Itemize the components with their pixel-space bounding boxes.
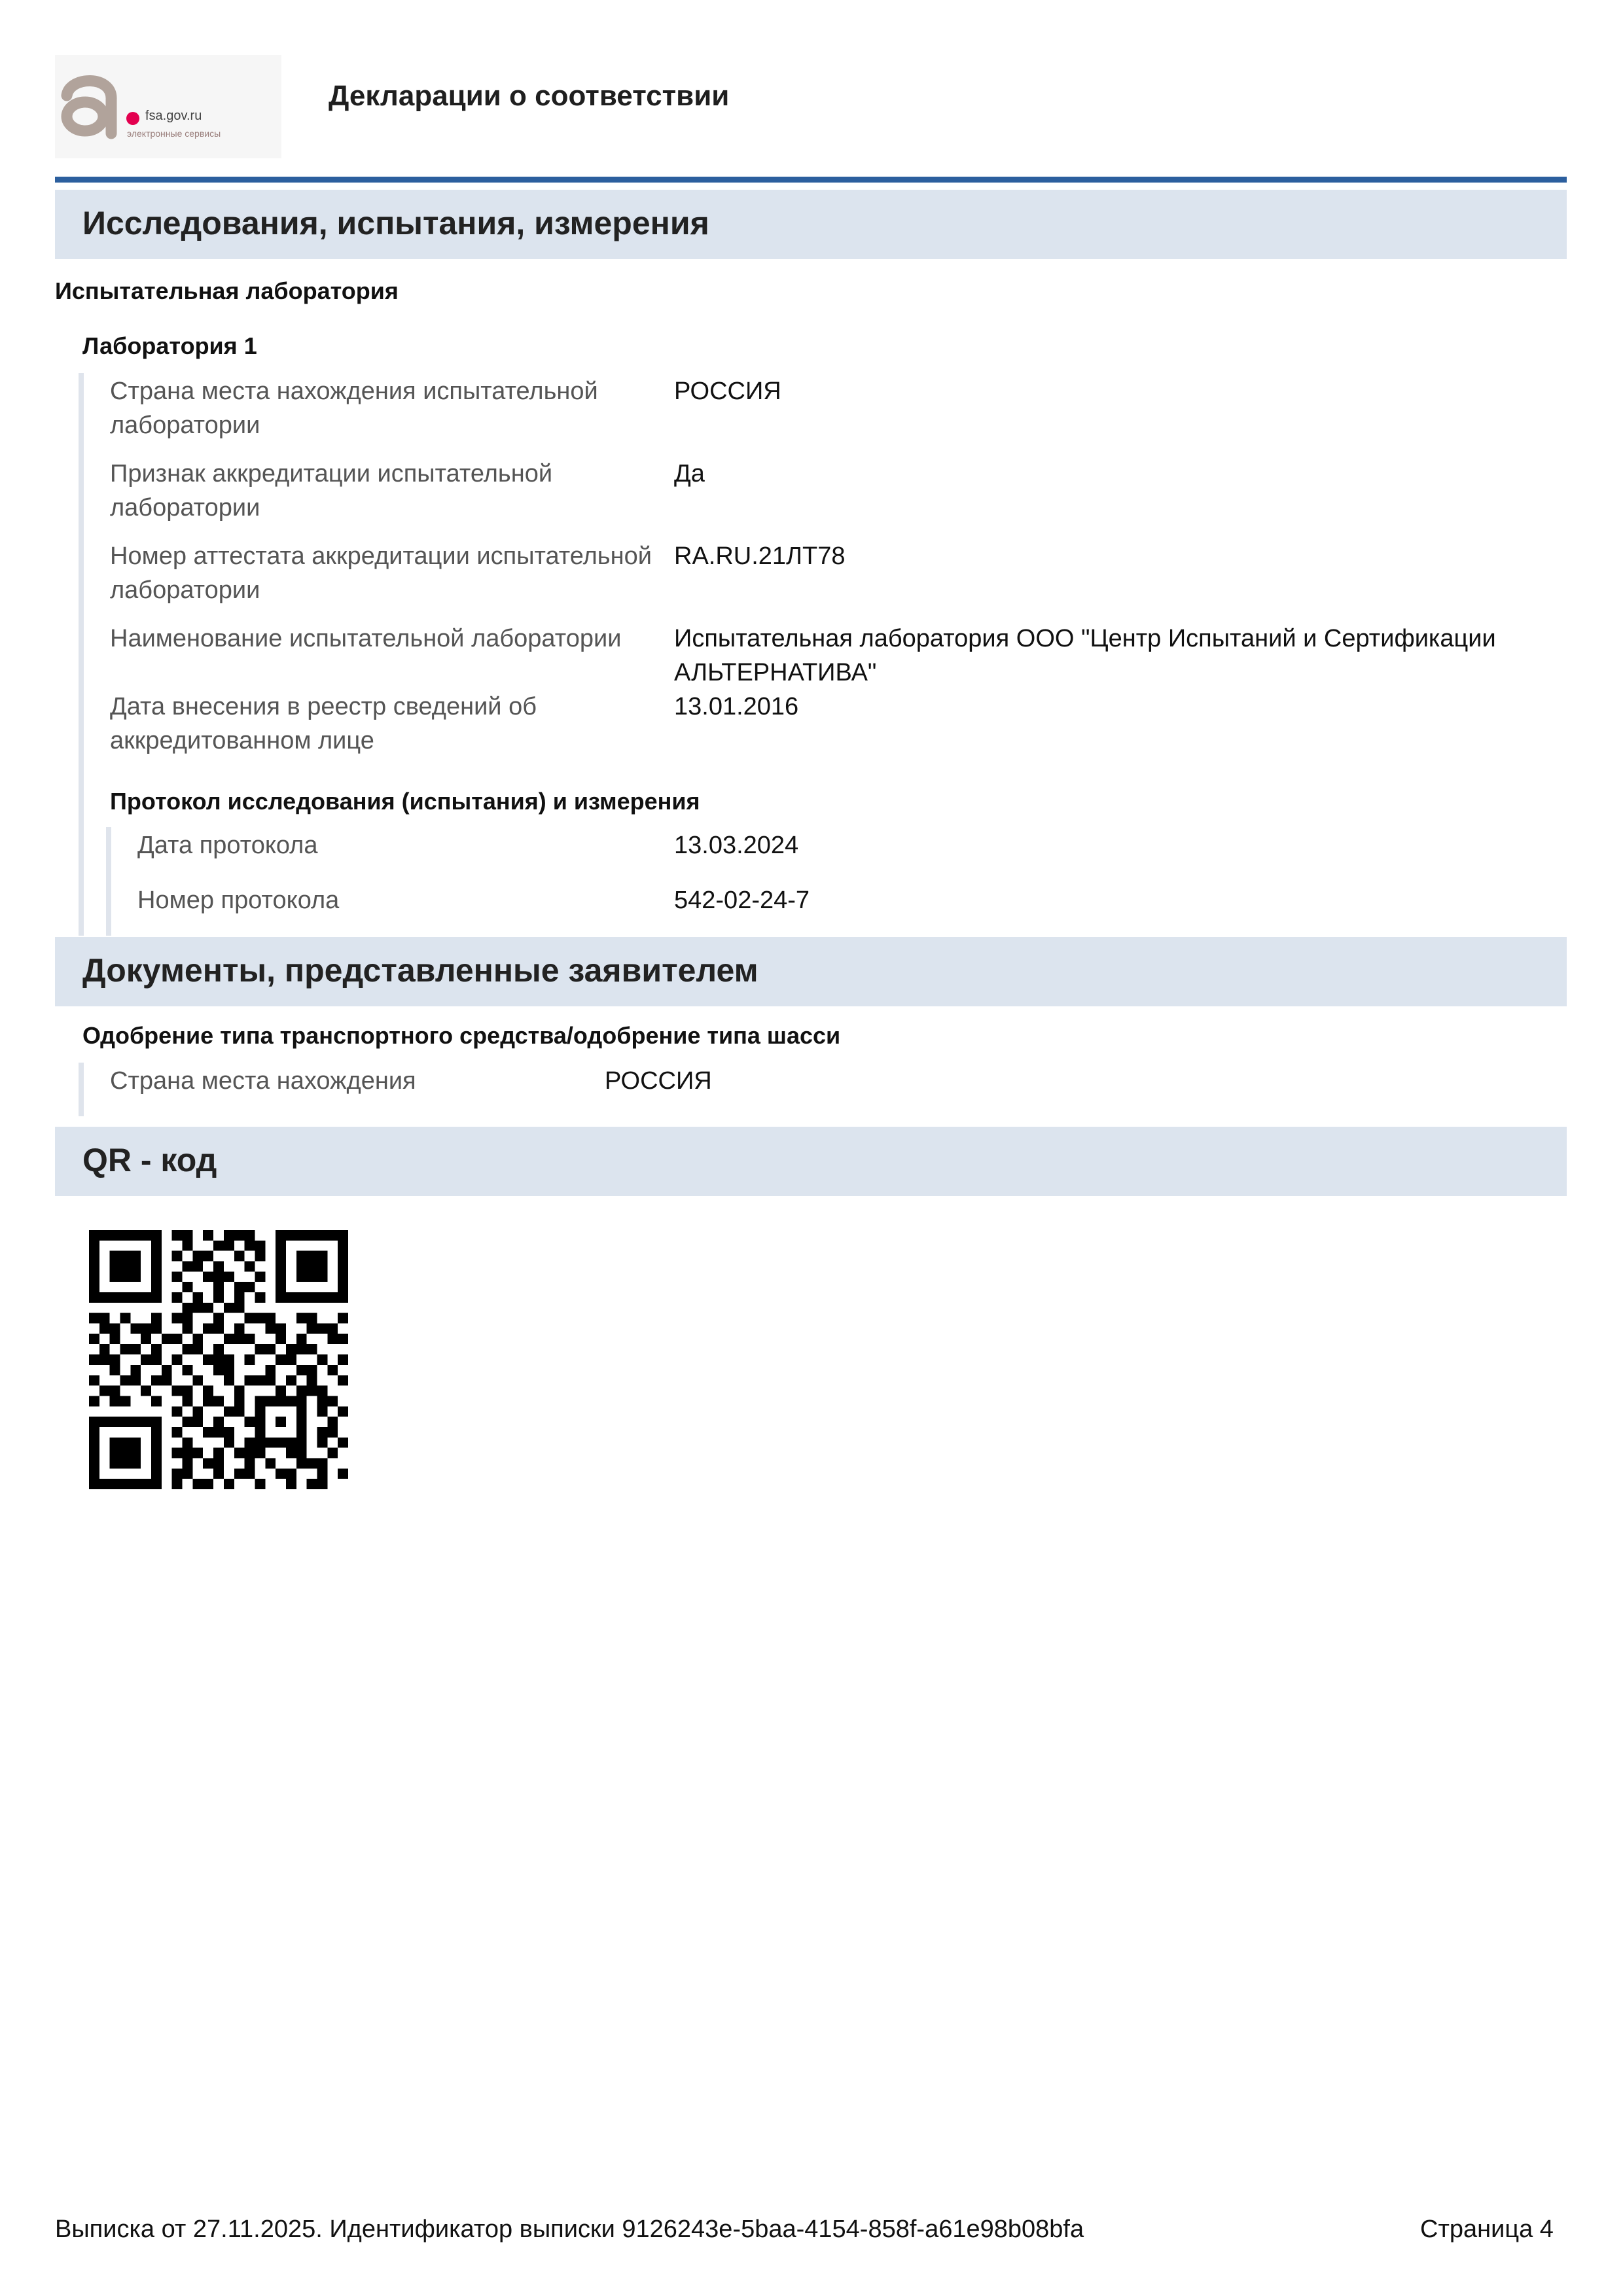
field-label: Номер аттестата аккредитации испытательной лаборатории <box>110 542 652 604</box>
field-label: Признак аккредитации испытательной лаборатории <box>110 460 553 521</box>
field-value: РОССИЯ <box>605 1067 712 1095</box>
section-header-documents <box>55 937 1567 1006</box>
header-divider <box>55 177 1567 183</box>
lab-group-title: Испытательная лаборатория <box>55 277 399 304</box>
field-label: Страна места нахождения испытательной лаборатории <box>110 378 598 439</box>
section-header-research <box>55 190 1567 259</box>
documents-indent-bar <box>79 1063 84 1116</box>
fsa-logo <box>55 55 281 158</box>
logo-subtitle: электронные сервисы <box>127 128 221 139</box>
section-title-qr: QR - код <box>82 1142 217 1178</box>
field-value: Да <box>674 460 705 487</box>
logo-dot <box>126 112 139 125</box>
page-number: Страница 4 <box>1420 2216 1554 2243</box>
protocol-field-value: 542-02-24-7 <box>674 887 810 914</box>
protocol-indent-bar <box>106 827 111 936</box>
protocol-title: Протокол исследования (испытания) и измерения <box>110 788 700 815</box>
section-title-documents: Документы, представленные заявителем <box>82 952 758 989</box>
protocol-field-label: Номер протокола <box>137 887 340 914</box>
qr-code <box>89 1230 348 1489</box>
protocol-field-label: Дата протокола <box>137 832 318 859</box>
lab-indent-bar <box>79 373 84 936</box>
field-value: РОССИЯ <box>674 378 781 405</box>
protocol-field-value: 13.03.2024 <box>674 832 799 859</box>
field-value: RA.RU.21ЛТ78 <box>674 542 846 570</box>
section-header-qr <box>55 1127 1567 1196</box>
qr-code-image <box>89 1230 348 1489</box>
lab-title: Лаборатория 1 <box>82 332 257 359</box>
documents-subtitle: Одобрение типа транспортного средства/одобрение типа шасси <box>82 1022 841 1049</box>
section-title-research: Исследования, испытания, измерения <box>82 205 709 241</box>
field-label: Дата внесения в реестр сведений об аккредитованном лице <box>110 693 537 754</box>
field-value: 13.01.2016 <box>674 693 799 720</box>
logo-domain: fsa.gov.ru <box>145 109 202 123</box>
document-title: Декларации о соответствии <box>329 80 730 112</box>
fsa-a-icon <box>55 67 127 145</box>
field-value: Испытательная лаборатория ООО "Центр Испытаний и Сертификации АЛЬТЕРНАТИВА" <box>674 625 1496 686</box>
footer-statement: Выписка от 27.11.2025. Идентификатор выписки 9126243e-5baa-4154-858f-a61e98b08bfa <box>55 2216 1084 2243</box>
field-label: Страна места нахождения <box>110 1067 416 1095</box>
field-label: Наименование испытательной лаборатории <box>110 625 622 652</box>
